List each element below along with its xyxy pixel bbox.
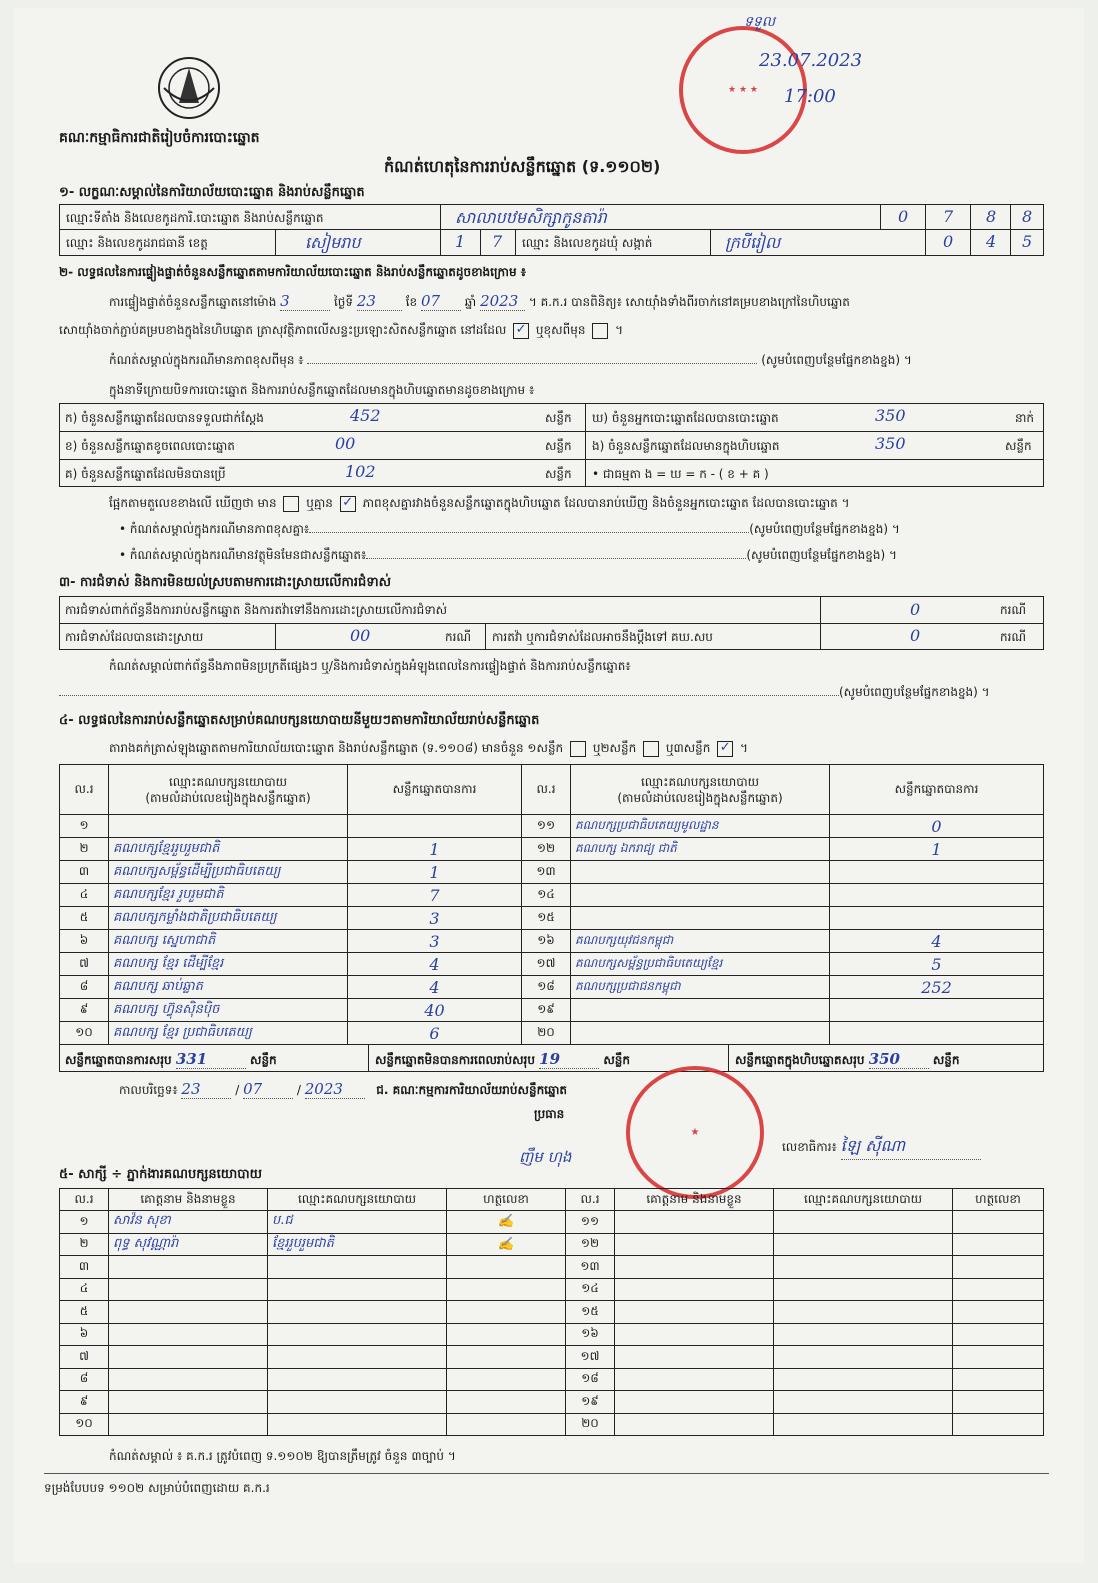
commune-code-2: 4 xyxy=(986,232,997,251)
row-number: ១៩ xyxy=(522,999,571,1022)
secretary-signature: ឡៃ ស៊ីណា xyxy=(841,1135,981,1160)
row-number: ១៨ xyxy=(566,1368,615,1391)
vote-count xyxy=(830,884,1044,907)
table-row xyxy=(60,976,1044,999)
irregularity-note-line: (សូមបំពេញបន្ថែមផ្នែកខាងខ្នង) ។ xyxy=(59,684,990,702)
station-code-1: 0 xyxy=(898,207,909,226)
in-box-value: 350 xyxy=(875,434,906,453)
row-number: ៥ xyxy=(60,907,109,930)
witness-signature xyxy=(447,1256,566,1279)
witness-signature xyxy=(953,1256,1044,1279)
row-number: ៨ xyxy=(60,1368,109,1391)
party-name: គណបក្សប្រជាជនកម្ពុជា xyxy=(571,976,830,999)
row-number: ១៦ xyxy=(566,1323,615,1346)
vote-count: 1 xyxy=(348,861,522,884)
section3-title: ៣- ការជំទាស់ និងការមិនយល់ស្របតាមការដោះស្រាយលើការជំទាស់ xyxy=(59,575,391,590)
hour-value: 3 xyxy=(280,292,330,311)
station-label: ឈ្មោះទីតាំង និងលេខកូដការិ.បោះឆ្នោត និងរាប់សន្លឹកឆ្នោត xyxy=(66,211,324,225)
no-difference-checkbox[interactable]: ✓ xyxy=(340,496,356,512)
difference-note-2: • កំណត់សម្គាល់ក្នុងករណីមានភាពខុសគ្នា៖ (សូមបំពេញបន្ថែមផ្នែកខាងខ្នង) ។ xyxy=(119,522,900,536)
valid-total: 331 xyxy=(176,1050,246,1069)
table-row xyxy=(60,1413,1044,1436)
witness-name: សាវ៉ន សុខា xyxy=(109,1211,268,1234)
row-number: ១០ xyxy=(60,1413,109,1436)
station-code-4: 8 xyxy=(1022,207,1033,226)
table-row xyxy=(60,838,1044,861)
witness-signature xyxy=(953,1391,1044,1414)
unused-value: 102 xyxy=(345,462,376,481)
witness-name xyxy=(615,1256,774,1279)
party-name: គណបក្សសម្ព័ន្ធប្រជាធិបតេយ្យខ្មែរ xyxy=(571,953,830,976)
witness-party xyxy=(268,1301,447,1324)
row-number: ១៥ xyxy=(566,1301,615,1324)
row-number: ២ xyxy=(60,1233,109,1256)
row-number: ១២ xyxy=(566,1233,615,1256)
witness-signature: ✍ xyxy=(447,1211,566,1234)
verification-line: ការផ្ទៀងផ្ទាត់ចំនួនសន្លឹកឆ្នោតនៅម៉ោង 3 ថ្ងៃទី 23 ខែ 07 ឆ្នាំ 2023 ។ គ.ក.រ បានពិនិត្យ៖ សោយ៉ាំងទាំងពីរចាក់នៅគម្របខាងក្រៅនៃហិបឆ្នោត xyxy=(109,292,850,310)
spoiled-label: ខ) ចំនួនសន្លឹកឆ្នោតខូចពេលបោះឆ្នោត xyxy=(65,439,235,453)
vote-count xyxy=(830,999,1044,1022)
table-row xyxy=(60,884,1044,907)
party-name: គណបក្ស ខ្មែរ ដើម្បីខ្មែរ xyxy=(109,953,348,976)
witness-signature: ✍ xyxy=(447,1233,566,1256)
commune-code-3: 5 xyxy=(1022,232,1033,251)
row-number: ១០ xyxy=(60,1022,109,1045)
witness-signature xyxy=(953,1323,1044,1346)
received-stamp: ★ ★ ★ xyxy=(679,26,807,154)
witness-name xyxy=(109,1391,268,1414)
party-name: គណបក្ស ខ្មែរ ប្រជាធិបតេយ្យ xyxy=(109,1022,348,1045)
vote-count: 4 xyxy=(348,976,522,999)
section4-title: ៤- លទ្ធផលនៃការរាប់សន្លឹកឆ្នោតសម្រាប់គណបក្សនយោបាយនីមួយៗតាមការិយាល័យរាប់សន្លឹកឆ្នោត xyxy=(59,713,540,728)
row-number: ១៥ xyxy=(522,907,571,930)
row-number: ៧ xyxy=(60,953,109,976)
province-row xyxy=(59,230,1044,256)
unused-label: គ) ចំនួនសន្លឹកឆ្នោតដែលមិនបានប្រើ xyxy=(65,467,226,481)
received-value: 452 xyxy=(350,406,381,425)
received-time: 17:00 xyxy=(784,86,836,107)
witness-signature xyxy=(447,1413,566,1436)
witness-name xyxy=(615,1233,774,1256)
table-row xyxy=(60,1022,1044,1045)
party-name: គណបក្សប្រជាធិបតេយ្យមូលដ្ឋាន xyxy=(571,815,830,838)
row-number: ៦ xyxy=(60,930,109,953)
witness-party xyxy=(268,1413,447,1436)
form-title: កំណត់ហេតុនៃការរាប់សន្លឹកឆ្នោត (ទ.១១០២) xyxy=(384,157,661,176)
formula: • ជាធម្មតា ង = ឃ = ក - ( ខ + គ ) xyxy=(592,467,769,481)
committee-seal: ★ xyxy=(626,1066,764,1199)
one-sheet-checkbox[interactable] xyxy=(570,741,586,757)
party-name: គណបក្សខ្មែរ​ រួបរួមជាតិ xyxy=(109,884,348,907)
witness-party xyxy=(268,1323,447,1346)
vote-count: 252 xyxy=(830,976,1044,999)
vote-count xyxy=(348,815,522,838)
witness-party xyxy=(774,1323,953,1346)
witness-party xyxy=(774,1233,953,1256)
witness-signature xyxy=(447,1323,566,1346)
row-number: ៣ xyxy=(60,1256,109,1279)
table-row xyxy=(60,1323,1044,1346)
ballot-count-form xyxy=(14,8,1084,1563)
witness-name xyxy=(615,1323,774,1346)
table-row xyxy=(60,930,1044,953)
witness-signature xyxy=(953,1233,1044,1256)
witness-name xyxy=(109,1413,268,1436)
party-name: គណបក្ស ឆាប់ឆ្លាត xyxy=(109,976,348,999)
section5-title: ៥- សាក្សី ÷ ភ្នាក់ងារគណបក្សនយោបាយ xyxy=(59,1167,262,1182)
witness-party xyxy=(774,1211,953,1234)
voters-label: ឃ) ចំនួនអ្នកបោះឆ្នោតដែលបានបោះឆ្នោត xyxy=(592,411,779,425)
witness-signature xyxy=(953,1211,1044,1234)
row-number: ១៤ xyxy=(566,1278,615,1301)
seal-status-line: សោយ៉ាំងចាក់ភ្ជាប់គម្របខាងក្នុងនៃហិបឆ្នោត ត្រាសុវត្ថិភាពលើសន្ទះប្រឡោះសិតសន្លឹកឆ្នោត នៅដដែល ✓ ឬខុសពីមុន ។ xyxy=(59,321,623,337)
witness-signature xyxy=(447,1278,566,1301)
witness-name xyxy=(615,1413,774,1436)
table-row xyxy=(60,1368,1044,1391)
box-total: 350 xyxy=(869,1050,929,1069)
vote-count: 6 xyxy=(348,1022,522,1045)
table-row xyxy=(60,815,1044,838)
chief-label: ប្រធាន xyxy=(534,1107,565,1121)
witness-name xyxy=(109,1256,268,1279)
difference-line: ផ្អែកតាមតួលេខខាងលើ ឃើញថា មាន ឬគ្មាន ✓ ភាពខុសគ្នារវាងចំនួនសន្លឹកឆ្នោតក្នុងហិបឆ្នោត ដែលបានរាប់ឃើញ និងចំនួនអ្នកបោះឆ្នោត ដែលបានបោះឆ្នោត ។ xyxy=(109,494,850,510)
table-row xyxy=(60,999,1044,1022)
table-row xyxy=(60,907,1044,930)
ballot-count-box: ក) ចំនួនសន្លឹកឆ្នោតដែលបានទទួលជាក់ស្តែង 452 សន្លឹក ខ) ចំនួនសន្លឹកឆ្នោតខូចពេលបោះឆ្នោត 00 សន្លឹក គ) ចំនួនសន្លឹកឆ្នោតដែលមិនបានប្រើ 102 សន្លឹក ឃ) ចំនួនអ្នកបោះឆ្នោតដែលបានបោះឆ្នោត 350 នាក់ ង) ចំនួនសន្លឹកឆ្នោតដែលមានក្នុងហិបឆ្នោត 350 សន្លឹក • ជាធម្មតា ង = ឃ = ក - ( ខ + គ ) xyxy=(59,403,1044,487)
witness-signature xyxy=(953,1278,1044,1301)
station-code-3: 8 xyxy=(986,207,997,226)
party-name xyxy=(109,815,348,838)
table-row xyxy=(60,1233,1044,1256)
foreign-object-note: • កំណត់សម្គាល់ក្នុងករណីមានវត្ថុមិនមែនជាសន្លឹកឆ្នោត៖ (សូមបំពេញបន្ថែមផ្នែកខាងខ្នង) ។ xyxy=(119,548,897,562)
party-name: គណបក្សកម្លាំងជាតិប្រជាធិបតេយ្យ xyxy=(109,907,348,930)
table-row xyxy=(60,953,1044,976)
table-row xyxy=(60,1301,1044,1324)
complaint-box: ការជំទាស់ពាក់ព័ន្ធនឹងការរាប់សន្លឹកឆ្នោត និងការតវ៉ាទៅនឹងការដោះស្រាយលើការជំទាស់ 0 ករណី ការជំទាស់ដែលបានដោះស្រាយ 00 ករណី ការតវ៉ា ឬការជំទាស់ដែលអាចនឹងប្តឹងទៅ គឃ.សប 0 ករណី xyxy=(59,596,1044,650)
party-name: គណបក្សសម្ព័ន្ធដើម្បីប្រជាធិបតេយ្យ xyxy=(109,861,348,884)
row-number: ៤ xyxy=(60,1278,109,1301)
has-difference-checkbox[interactable] xyxy=(283,496,299,512)
section2-title: ២- លទ្ធផលនៃការផ្ទៀងផ្ទាត់ចំនួនសន្លឹកឆ្នោតតាមការិយាល័យបោះឆ្នោត និងរាប់សន្លឹកឆ្នោតដូចខាងក្រោម ៖ xyxy=(59,265,527,279)
row-number: ១២ xyxy=(522,838,571,861)
chief-signature: ញឹម ហុង xyxy=(519,1148,572,1166)
party-name: គណបក្សខ្មែររួបរួមជាតិ xyxy=(109,838,348,861)
vote-count xyxy=(830,907,1044,930)
row-number: ១៣ xyxy=(566,1256,615,1279)
party-name xyxy=(571,907,830,930)
witness-signature xyxy=(953,1413,1044,1436)
form-footer: ទម្រង់បែបបទ ១១០២ សម្រាប់បំពេញដោយ គ.ក.រ xyxy=(44,1481,270,1495)
party-name xyxy=(571,884,830,907)
province-name: សៀមរាប xyxy=(305,233,361,252)
vote-count: 1 xyxy=(348,838,522,861)
vote-count: 4 xyxy=(830,930,1044,953)
row-number: ១៧ xyxy=(522,953,571,976)
commune-name: ក្របីរៀល xyxy=(725,233,781,252)
committee-name: គណៈកម្មាធិការជាតិរៀបចំការបោះឆ្នោត xyxy=(59,130,260,146)
totals-row: សន្លឹកឆ្នោតបានការសរុប 331 សន្លឹក សន្លឹកឆ្នោតមិនបានការពេលរាប់សរុប 19 សន្លឹក សន្លឹកឆ្នោតក្នុងហិបឆ្នោតសរុប 350 សន្លឹក xyxy=(59,1044,1044,1072)
received-label: ក) ចំនួនសន្លឹកឆ្នោតដែលបានទទួលជាក់ស្តែង xyxy=(65,411,264,425)
vote-count: 5 xyxy=(830,953,1044,976)
witness-name xyxy=(109,1278,268,1301)
witness-name xyxy=(615,1278,774,1301)
count-intro: ក្នុងនាទីក្រោយបិទការបោះឆ្នោត និងការរាប់សន្លឹកឆ្នោតដែលមានក្នុងហិបឆ្នោតមានដូចខាងក្រោម ៖ xyxy=(109,383,535,397)
row-number: ១៣ xyxy=(522,861,571,884)
witness-party xyxy=(268,1278,447,1301)
table-row xyxy=(60,861,1044,884)
vote-count: 7 xyxy=(348,884,522,907)
vote-count: 3 xyxy=(348,907,522,930)
same-checkbox[interactable]: ✓ xyxy=(513,323,529,339)
witness-signature xyxy=(447,1368,566,1391)
witness-party xyxy=(268,1368,447,1391)
witness-signature xyxy=(953,1301,1044,1324)
row-number: ៨ xyxy=(60,976,109,999)
day-value: 23 xyxy=(357,292,402,311)
province-code-2: 7 xyxy=(492,232,503,251)
table-row xyxy=(60,1256,1044,1279)
row-number: ៣ xyxy=(60,861,109,884)
invalid-total: 19 xyxy=(539,1050,599,1069)
witness-party xyxy=(268,1346,447,1369)
appeals-value: 0 xyxy=(910,626,921,645)
row-number: ៥ xyxy=(60,1301,109,1324)
witness-party xyxy=(774,1256,953,1279)
national-emblem-icon xyxy=(154,53,224,123)
witness-signature xyxy=(953,1346,1044,1369)
row-number: ១៩ xyxy=(566,1391,615,1414)
witness-name xyxy=(615,1368,774,1391)
vote-count: 1 xyxy=(830,838,1044,861)
row-number: ២០ xyxy=(566,1413,615,1436)
difference-note: កំណត់សម្គាល់ក្នុងករណីមានភាពខុសពីមុន ៖ (សូមបំពេញបន្ថែមផ្នែកខាងខ្នង) ។ xyxy=(109,353,912,367)
witness-table: ល.រ គោត្តនាម និងនាមខ្លួន ឈ្មោះគណបក្សនយោបាយ ហត្ថលេខា ល.រ គោត្តនាម និងនាមខ្លួន ឈ្មោះគណបក្សនយោបាយ ហត្ថលេខា ១ សាវ៉ន សុខា ប.ជ ✍ ១១ ២ ពុទ្ធ សុវណ្ណារ៉ា ខ្មែររួបរួមជាតិ ✍ ១២ ៣ ១៣ ៤ ១៤ ៥ ១៥ ៦ ១៦ ៧ ១៧ ៨ ១៨ ៩ ១៩ ១០ ២០ xyxy=(59,1188,1044,1436)
vote-count: 40 xyxy=(348,999,522,1022)
footer-note: កំណត់សម្គាល់ ៖ គ.ក.រ ត្រូវបំពេញ ទ.១១០២ ឱ្យបានត្រឹមត្រូវ ចំនួន ៣ច្បាប់ ។ xyxy=(109,1449,456,1463)
witness-name xyxy=(109,1301,268,1324)
party-name xyxy=(571,1022,830,1045)
spoiled-value: 00 xyxy=(335,434,356,453)
table-row xyxy=(60,1211,1044,1234)
year-value: 2023 xyxy=(480,292,525,311)
witness-party xyxy=(774,1368,953,1391)
witness-name xyxy=(109,1346,268,1369)
station-code-2: 7 xyxy=(943,207,954,226)
witness-name xyxy=(615,1211,774,1234)
row-number: ១១ xyxy=(522,815,571,838)
witness-party xyxy=(268,1256,447,1279)
vote-count xyxy=(830,861,1044,884)
received-date: 23.07.2023 xyxy=(759,50,863,71)
row-number: ១៨ xyxy=(522,976,571,999)
vote-count: 0 xyxy=(830,815,1044,838)
witness-name: ពុទ្ធ សុវណ្ណារ៉ា xyxy=(109,1233,268,1256)
station-name: សាលាបឋមសិក្សាកូនតារ៉ា xyxy=(455,208,607,227)
vote-count: 4 xyxy=(348,953,522,976)
station-row xyxy=(59,204,1044,230)
witness-party: ប.ជ xyxy=(268,1211,447,1234)
witness-party xyxy=(774,1301,953,1324)
row-number: ១៤ xyxy=(522,884,571,907)
witness-party: ខ្មែររួបរួមជាតិ xyxy=(268,1233,447,1256)
witness-name xyxy=(615,1391,774,1414)
witness-signature xyxy=(447,1391,566,1414)
row-number: ៦ xyxy=(60,1323,109,1346)
month-value: 07 xyxy=(421,292,461,311)
table-row xyxy=(60,1391,1044,1414)
witness-name xyxy=(109,1368,268,1391)
table-row xyxy=(60,1278,1044,1301)
witness-party xyxy=(774,1413,953,1436)
witness-name xyxy=(615,1301,774,1324)
row-number: ១៧ xyxy=(566,1346,615,1369)
party-name xyxy=(571,861,830,884)
row-number: ៩ xyxy=(60,999,109,1022)
row-number: ៩ xyxy=(60,1391,109,1414)
row-number: ៤ xyxy=(60,884,109,907)
province-code-1: 1 xyxy=(455,232,466,251)
witness-name xyxy=(615,1346,774,1369)
province-label: ឈ្មោះ និងលេខកូដរាជធានី ខេត្ត xyxy=(66,236,208,250)
voters-value: 350 xyxy=(875,406,906,425)
row-number: ១ xyxy=(60,815,109,838)
vote-count: 3 xyxy=(348,930,522,953)
party-name: គណបក្ស ហ៊្វុនស៊ិនប៉ិច xyxy=(109,999,348,1022)
row-number: ៧ xyxy=(60,1346,109,1369)
row-number: ២០ xyxy=(522,1022,571,1045)
party-name: គណបក្សយុវជនកម្ពុជា xyxy=(571,930,830,953)
commune-code-1: 0 xyxy=(943,232,954,251)
party-name: គណបក្ស ស្នេហាជាតិ xyxy=(109,930,348,953)
table-row xyxy=(60,1346,1044,1369)
commune-label: ឈ្មោះ និងលេខកូដឃុំ សង្កាត់ xyxy=(522,236,653,250)
witness-party xyxy=(774,1278,953,1301)
row-number: ២ xyxy=(60,838,109,861)
party-results-table: ល.រ ឈ្មោះគណបក្សនយោបាយ (តាមលំដាប់លេខរៀងក្នុងសន្លឹកឆ្នោត) សន្លឹកឆ្នោតបានការ ល.រ ឈ្មោះគណបក្សនយោបាយ (តាមលំដាប់លេខរៀងក្នុងសន្លឹកឆ្នោត) សន្លឹកឆ្នោតបានការ ១ ១១ គណបក្សប្រជាធិបតេយ្យមូលដ្ឋាន 0 ២ គណបក្សខ្មែររួបរួមជាតិ 1 ១២ គណបក្ស ឯករាជ្យ ជាតិ 1 ៣ គណបក្សសម្ព័ន្ធដើម្បីប្រជាធិបតេយ្យ 1 ១៣ ៤ គណបក្សខ្មែរ​ រួបរួមជាតិ 7 ១៤ ៥ គណបក្សកម្លាំងជាតិប្រជាធិបតេយ្យ 3 ១៥ ៦ គណបក្ស ស្នេហាជាតិ 3 ១៦ គណបក្សយុវជនកម្ពុជា 4 ៧ គណបក្ស ខ្មែរ ដើម្បីខ្មែរ 4 ១៧ គណបក្សសម្ព័ន្ធប្រជាធិបតេយ្យខ្មែរ 5 ៨ គណបក្ស ឆាប់ឆ្លាត 4 ១៨ គណបក្សប្រជាជនកម្ពុជា 252 ៩ គណបក្ស ហ៊្វុនស៊ិនប៉ិច 40 ១៩ ១០ គណបក្ស ខ្មែរ ប្រជាធិបតេយ្យ 6 ២០ xyxy=(59,764,1044,1045)
received-mark: ទទួល xyxy=(744,14,776,30)
party-name xyxy=(571,999,830,1022)
section1-title: ១- លក្ខណៈសម្គាល់នៃការិយាល័យបោះឆ្នោត និងរាប់សន្លឹកឆ្នោត xyxy=(59,185,365,200)
two-sheet-checkbox[interactable] xyxy=(643,741,659,757)
witness-party xyxy=(774,1346,953,1369)
three-sheet-checkbox[interactable]: ✓ xyxy=(717,741,733,757)
secretary-line: លេខាធិការ៖ ឡៃ ស៊ីណា xyxy=(782,1135,981,1160)
complaints-value: 0 xyxy=(910,600,921,619)
in-box-label: ង) ចំនួនសន្លឹកឆ្នោតដែលមានក្នុងហិបឆ្នោត xyxy=(592,439,780,453)
witness-signature xyxy=(447,1346,566,1369)
witness-party xyxy=(268,1391,447,1414)
vote-count xyxy=(830,1022,1044,1045)
witness-signature xyxy=(447,1301,566,1324)
signing-date: កាលបរិច្ឆេទ៖ 23 / 07 / 2023 ជ. គណៈកម្មការការិយាល័យរាប់សន្លឹកឆ្នោត xyxy=(119,1080,568,1098)
party-name: គណបក្ស ឯករាជ្យ ជាតិ xyxy=(571,838,830,861)
row-number: ១១ xyxy=(566,1211,615,1234)
row-number: ១ xyxy=(60,1211,109,1234)
sheet-count-line: តារាងគក់ត្រាស់ឡុងឆ្នោតតាមការិយាល័យបោះឆ្នោត និងរាប់សន្លឹកឆ្នោត (ទ.១១០៨) មានចំនួន ១សន្លឹក ឬ២សន្លឹក ឬ៣សន្លឹក ✓ ។ xyxy=(109,739,748,755)
row-number: ១៦ xyxy=(522,930,571,953)
witness-party xyxy=(774,1391,953,1414)
different-checkbox[interactable] xyxy=(592,323,608,339)
witness-signature xyxy=(953,1368,1044,1391)
irregularity-note: កំណត់សម្គាល់ពាក់ព័ន្ធនឹងភាពមិនប្រក្រតីផ្សេងៗ ឬ/និងការជំទាស់ក្នុងអំឡុងពេលនៃការផ្ទៀងផ្ទាត់ និងការរាប់សន្លឹកឆ្នោត៖ xyxy=(109,659,631,673)
resolved-value: 00 xyxy=(350,626,371,645)
witness-name xyxy=(109,1323,268,1346)
